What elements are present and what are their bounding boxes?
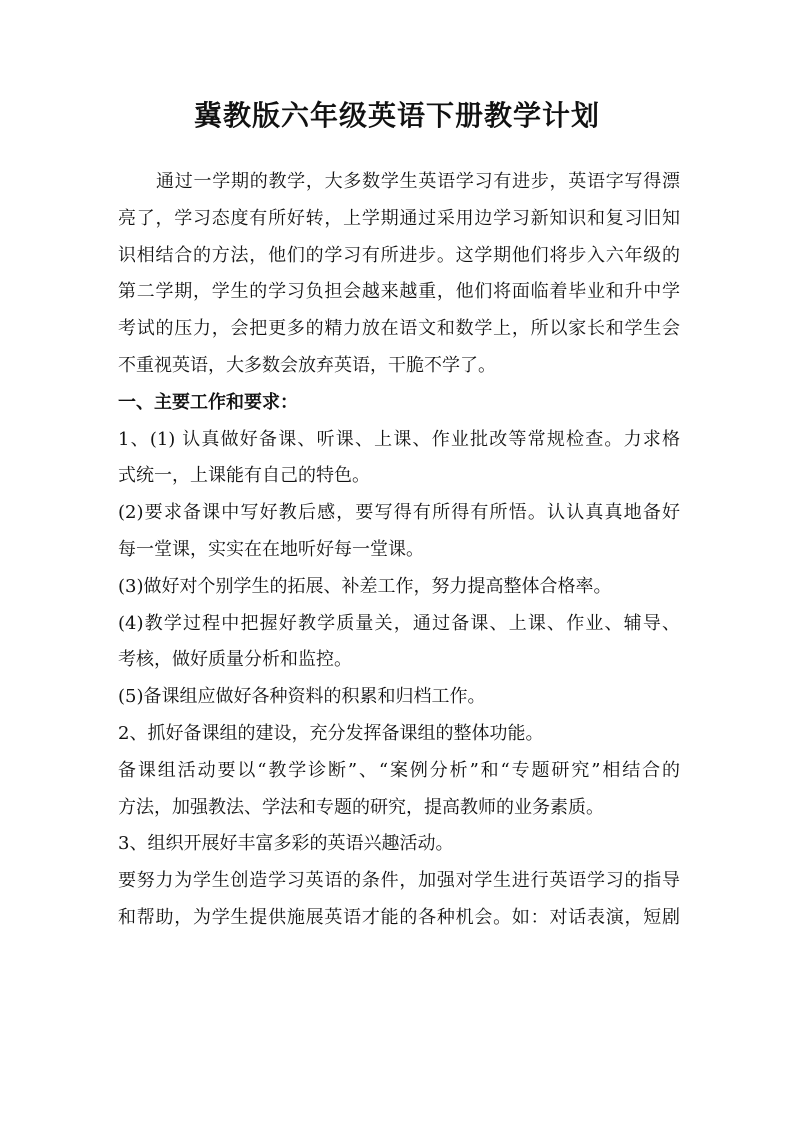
list-item-line: 式统一，上课能有自己的特色。 [118,465,370,487]
paragraph-line: 要努力为学生创造学习英语的条件，加强对学生进行英语学习的指导 [118,870,680,892]
list-item-line: 考核，做好质量分析和监控。 [118,649,352,671]
section-heading: 一、主要工作和要求： [118,391,298,413]
paragraph-line: 第二学期，学生的学习负担会越来越重，他们将面临着毕业和升中学 [118,281,680,303]
list-item-line: 1、(1) 认真做好备课、听课、上课、作业批改等常规检查。力求格 [118,428,680,450]
list-item-line: 3、组织开展好丰富多彩的英语兴趣活动。 [118,833,454,855]
document-title: 冀教版六年级英语下册教学计划 [193,99,600,132]
paragraph-line: 识相结合的方法，他们的学习有所进步。这学期他们将步入六年级的 [118,244,680,266]
paragraph-line: 亮了，学习态度有所好转，上学期通过采用边学习新知识和复习旧知 [118,207,680,229]
list-item-line: (2)要求备课中写好教后感，要写得有所得有所悟。认认真真地备好 [118,502,680,524]
paragraph-line: 备课组活动要以“教学诊断”、“案例分析”和“专题研究”相结合的 [118,759,680,781]
list-item-line: (5)备课组应做好各种资料的积累和归档工作。 [118,686,486,708]
paragraph-line: 不重视英语，大多数会放弃英语，干脆不学了。 [118,354,496,376]
list-item-line: (4)教学过程中把握好教学质量关，通过备课、上课、作业、辅导、 [118,612,680,634]
list-item-line: (3)做好对个别学生的拓展、补差工作，努力提高整体合格率。 [118,575,612,597]
list-item-line: 每一堂课，实实在在地听好每一堂课。 [118,538,424,560]
document-body [118,164,680,937]
paragraph-line: 方法，加强教法、学法和专题的研究，提高教师的业务素质。 [118,796,604,818]
paragraph-line: 考试的压力，会把更多的精力放在语文和数学上，所以家长和学生会 [118,318,680,340]
paragraph-line: 通过一学期的教学，大多数学生英语学习有进步，英语字写得漂 [156,171,680,192]
list-item-line: 2、抓好备课组的建设，充分发挥备课组的整体功能。 [118,722,544,744]
paragraph-line: 和帮助，为学生提供施展英语才能的各种机会。如：对话表演，短剧 [118,906,680,928]
